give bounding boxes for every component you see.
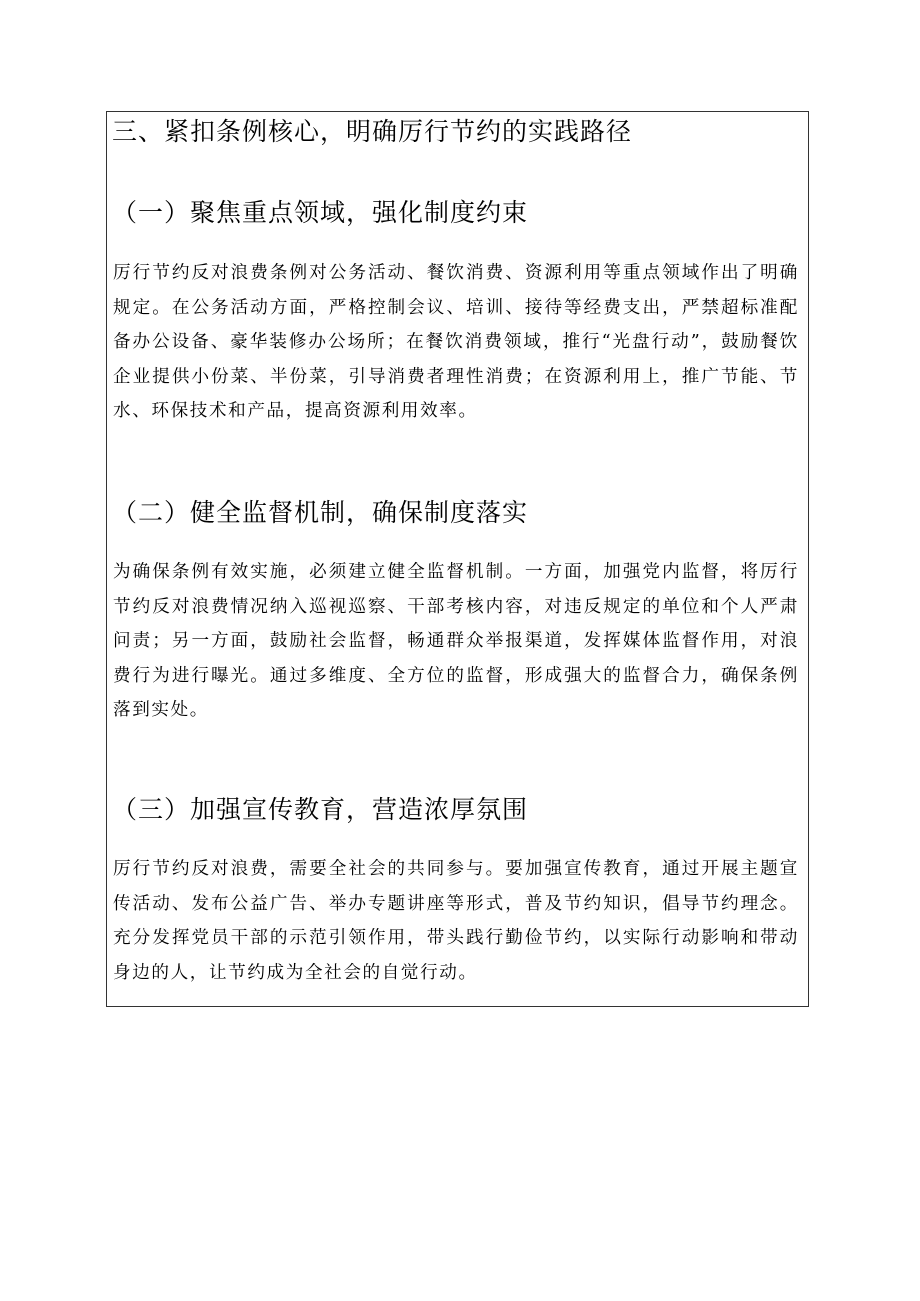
subsection-heading-2: （二）健全监督机制，确保制度落实 <box>112 498 529 527</box>
section-title: 三、紧扣条例核心，明确厉行节约的实践路径 <box>112 117 633 146</box>
subsection-heading-1: （一）聚焦重点领域，强化制度约束 <box>112 198 529 227</box>
subsection-body-2: 为确保条例有效实施，必须建立健全监督机制。一方面，加强党内监督，将厉行节约反对浪费情况纳入巡视巡察、干部考核内容，对违反规定的单位和个人严肃问责；另一方面，鼓励社会监督，畅通群众举报渠道，发挥媒体监督作用，对浪费行为进行曝光。通过多维度、全方位的监督，形成强大的监督合力，确保条例落到实处。 <box>113 562 799 720</box>
subsection-heading-3: （三）加强宣传教育，营造浓厚氛围 <box>112 795 529 824</box>
subsection-body-1: 厉行节约反对浪费条例对公务活动、餐饮消费、资源利用等重点领域作出了明确规定。在公务活动方面，严格控制会议、培训、接待等经费支出，严禁超标准配备办公设备、豪华装修办公场所；在餐饮消费领域，推行“光盘行动”，鼓励餐饮企业提供小份菜、半份菜，引导消费者理性消费；在资源利用上，推广节能、节水、环保技术和产品，提高资源利用效率。 <box>113 263 799 421</box>
subsection-body-3: 厉行节约反对浪费，需要全社会的共同参与。要加强宣传教育，通过开展主题宣传活动、发布公益广告、举办专题讲座等形式，普及节约知识，倡导节约理念。充分发挥党员干部的示范引领作用，带头践行勤俭节约，以实际行动影响和带动身边的人，让节约成为全社会的自觉行动。 <box>113 859 799 983</box>
